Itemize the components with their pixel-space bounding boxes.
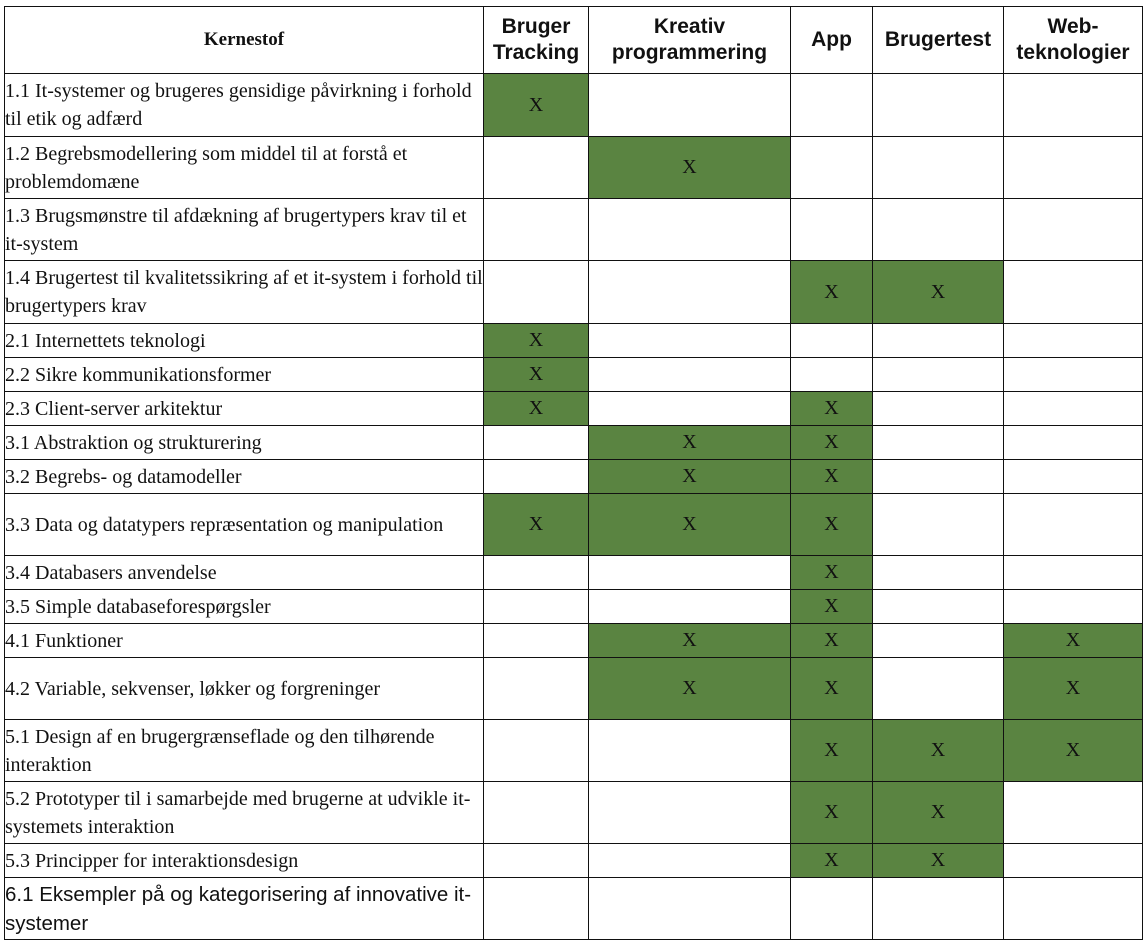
header-column bbox=[873, 7, 1004, 74]
topic-cell: 6.1 Eksempler på og kategorisering af innovative it-systemer bbox=[5, 878, 484, 940]
mark-cell-empty bbox=[484, 199, 589, 261]
topic-cell: 5.2 Prototyper til i samarbejde med brugerne at udvikle it-systemets interaktion bbox=[5, 782, 484, 844]
mark-cell-empty bbox=[1004, 137, 1143, 199]
mark-cell-checked bbox=[873, 261, 1004, 324]
mark-cell-checked bbox=[484, 358, 589, 392]
mark-cell-empty bbox=[873, 426, 1004, 460]
table-row bbox=[5, 199, 1143, 261]
mark-cell-empty bbox=[484, 590, 589, 624]
x-mark: X bbox=[824, 849, 839, 871]
x-mark: X bbox=[1065, 677, 1081, 699]
mark-cell-empty bbox=[589, 878, 791, 940]
mark-cell-empty bbox=[589, 392, 791, 426]
mark-cell-empty bbox=[1004, 324, 1143, 358]
mark-cell-empty bbox=[484, 720, 589, 782]
x-mark: X bbox=[824, 431, 839, 453]
header-column bbox=[589, 7, 791, 74]
topic-cell: 2.1 Internettets teknologi bbox=[5, 324, 484, 358]
mark-cell-empty bbox=[873, 624, 1004, 658]
topic-cell: 4.1 Funktioner bbox=[5, 624, 484, 658]
mark-cell-empty bbox=[873, 556, 1004, 590]
mark-cell-checked bbox=[791, 392, 873, 426]
table-row bbox=[5, 782, 1143, 844]
mark-cell-checked bbox=[1004, 624, 1143, 658]
topic-cell: 5.3 Principper for interaktionsdesign bbox=[5, 844, 484, 878]
header-line: Web- bbox=[1047, 15, 1099, 38]
mark-cell-empty bbox=[791, 324, 873, 358]
mark-cell-empty bbox=[791, 878, 873, 940]
mark-cell-checked bbox=[589, 658, 791, 720]
mark-cell-empty bbox=[484, 426, 589, 460]
mark-cell-empty bbox=[1004, 556, 1143, 590]
x-mark: X bbox=[930, 739, 946, 761]
header-line: App bbox=[811, 28, 852, 51]
mark-cell-empty bbox=[484, 624, 589, 658]
x-mark: X bbox=[824, 561, 839, 583]
mark-cell-empty bbox=[589, 782, 791, 844]
x-mark: X bbox=[528, 513, 544, 535]
mark-cell-empty bbox=[1004, 426, 1143, 460]
mark-cell-empty bbox=[589, 324, 791, 358]
x-mark: X bbox=[682, 629, 697, 651]
table-row bbox=[5, 878, 1143, 940]
mark-cell-empty bbox=[791, 137, 873, 199]
x-mark: X bbox=[682, 465, 697, 487]
topic-cell: 5.1 Design af en brugergrænseflade og den tilhørende interaktion bbox=[5, 720, 484, 782]
topic-cell: 2.2 Sikre kommunikationsformer bbox=[5, 358, 484, 392]
mark-cell-checked bbox=[791, 460, 873, 494]
x-mark: X bbox=[682, 513, 697, 535]
mark-cell-empty bbox=[589, 199, 791, 261]
mark-cell-checked bbox=[1004, 720, 1143, 782]
mark-cell-empty bbox=[484, 556, 589, 590]
mark-cell-empty bbox=[791, 358, 873, 392]
x-mark: X bbox=[824, 513, 839, 535]
mark-cell-empty bbox=[1004, 199, 1143, 261]
x-mark: X bbox=[930, 849, 946, 871]
mark-cell-checked bbox=[791, 590, 873, 624]
table-row bbox=[5, 137, 1143, 199]
table-row bbox=[5, 624, 1143, 658]
topic-cell: 1.3 Brugsmønstre til afdækning af brugertypers krav til et it-system bbox=[5, 199, 484, 261]
mark-cell-empty bbox=[873, 460, 1004, 494]
header-line: programmering bbox=[611, 41, 768, 64]
header-column bbox=[1004, 7, 1143, 74]
mark-cell-checked bbox=[791, 426, 873, 460]
mark-cell-checked bbox=[873, 844, 1004, 878]
x-mark: X bbox=[682, 677, 697, 699]
mark-cell-checked bbox=[873, 782, 1004, 844]
mark-cell-empty bbox=[873, 74, 1004, 137]
mark-cell-empty bbox=[484, 261, 589, 324]
table-body bbox=[5, 74, 1143, 940]
table-row bbox=[5, 494, 1143, 556]
mark-cell-checked bbox=[589, 460, 791, 494]
table-row bbox=[5, 658, 1143, 720]
mark-cell-empty bbox=[1004, 494, 1143, 556]
mark-cell-empty bbox=[1004, 460, 1143, 494]
table-row bbox=[5, 556, 1143, 590]
mark-cell-empty bbox=[484, 658, 589, 720]
mark-cell-checked bbox=[1004, 658, 1143, 720]
x-mark: X bbox=[824, 629, 839, 651]
mark-cell-empty bbox=[1004, 358, 1143, 392]
mark-cell-checked bbox=[484, 494, 589, 556]
mark-cell-empty bbox=[1004, 261, 1143, 324]
x-mark: X bbox=[930, 280, 946, 303]
x-mark: X bbox=[682, 431, 697, 453]
mark-cell-empty bbox=[484, 782, 589, 844]
mark-cell-empty bbox=[589, 74, 791, 137]
mark-cell-empty bbox=[484, 844, 589, 878]
mark-cell-empty bbox=[1004, 782, 1143, 844]
table-row bbox=[5, 358, 1143, 392]
topic-cell: 3.5 Simple databaseforespørgsler bbox=[5, 590, 484, 624]
x-mark: X bbox=[1065, 739, 1081, 761]
topic-cell: 1.2 Begrebsmodellering som middel til at forstå et problemdomæne bbox=[5, 137, 484, 199]
mark-cell-checked bbox=[791, 494, 873, 556]
topic-cell: 2.3 Client-server arkitektur bbox=[5, 392, 484, 426]
header-kernestof: Kernestof bbox=[5, 7, 484, 74]
header-line: Bruger bbox=[501, 15, 571, 38]
table-row bbox=[5, 74, 1143, 137]
header-line: Kreativ bbox=[653, 15, 726, 38]
x-mark: X bbox=[528, 397, 544, 419]
x-mark: X bbox=[930, 801, 946, 823]
mark-cell-empty bbox=[873, 199, 1004, 261]
topic-cell: 1.4 Brugertest til kvalitetssikring af et it-system i forhold til brugertypers krav bbox=[5, 261, 484, 324]
x-mark: X bbox=[824, 801, 839, 823]
mark-cell-checked bbox=[873, 720, 1004, 782]
table-row bbox=[5, 261, 1143, 324]
x-mark: X bbox=[824, 677, 839, 699]
mark-cell-checked bbox=[791, 782, 873, 844]
mark-cell-checked bbox=[791, 658, 873, 720]
mark-cell-empty bbox=[873, 392, 1004, 426]
mark-cell-empty bbox=[589, 720, 791, 782]
table-row bbox=[5, 844, 1143, 878]
x-mark: X bbox=[824, 739, 839, 761]
mark-cell-empty bbox=[1004, 878, 1143, 940]
mark-cell-empty bbox=[589, 358, 791, 392]
mark-cell-empty bbox=[1004, 392, 1143, 426]
mark-cell-empty bbox=[1004, 590, 1143, 624]
header-line: Brugertest bbox=[884, 28, 992, 51]
x-mark: X bbox=[824, 280, 839, 303]
table-row bbox=[5, 590, 1143, 624]
mark-cell-empty bbox=[873, 658, 1004, 720]
mark-cell-empty bbox=[873, 137, 1004, 199]
mark-cell-empty bbox=[791, 74, 873, 137]
header-row bbox=[5, 7, 1143, 74]
mark-cell-checked bbox=[484, 324, 589, 358]
mark-cell-empty bbox=[589, 590, 791, 624]
topic-cell: 4.2 Variable, sekvenser, løkker og forgreninger bbox=[5, 658, 484, 720]
mark-cell-empty bbox=[589, 261, 791, 324]
mark-cell-empty bbox=[873, 358, 1004, 392]
x-mark: X bbox=[528, 93, 544, 116]
mark-cell-checked bbox=[791, 720, 873, 782]
mark-cell-checked bbox=[589, 624, 791, 658]
x-mark: X bbox=[1065, 629, 1081, 651]
x-mark: X bbox=[528, 329, 544, 351]
mark-cell-empty bbox=[791, 199, 873, 261]
header-line: teknologier bbox=[1016, 41, 1130, 64]
mark-cell-checked bbox=[589, 426, 791, 460]
mark-cell-checked bbox=[484, 392, 589, 426]
topic-cell: 3.1 Abstraktion og strukturering bbox=[5, 426, 484, 460]
mark-cell-checked bbox=[589, 137, 791, 199]
x-mark: X bbox=[528, 363, 544, 385]
mark-cell-checked bbox=[589, 494, 791, 556]
kernestof-table bbox=[4, 6, 1143, 940]
mark-cell-empty bbox=[873, 494, 1004, 556]
mark-cell-checked bbox=[791, 624, 873, 658]
mark-cell-empty bbox=[873, 324, 1004, 358]
mark-cell-empty bbox=[589, 844, 791, 878]
mark-cell-empty bbox=[1004, 74, 1143, 137]
mark-cell-checked bbox=[791, 261, 873, 324]
topic-cell: 3.4 Databasers anvendelse bbox=[5, 556, 484, 590]
x-mark: X bbox=[824, 595, 839, 617]
mark-cell-checked bbox=[484, 74, 589, 137]
mark-cell-empty bbox=[484, 460, 589, 494]
mark-cell-empty bbox=[1004, 844, 1143, 878]
mark-cell-empty bbox=[873, 590, 1004, 624]
table-row bbox=[5, 426, 1143, 460]
table-row bbox=[5, 392, 1143, 426]
header-column bbox=[484, 7, 589, 74]
mark-cell-empty bbox=[589, 556, 791, 590]
mark-cell-checked bbox=[791, 844, 873, 878]
mark-cell-empty bbox=[873, 878, 1004, 940]
x-mark: X bbox=[682, 156, 697, 178]
x-mark: X bbox=[824, 397, 839, 419]
topic-cell: 1.1 It-systemer og brugeres gensidige påvirkning i forhold til etik og adfærd bbox=[5, 74, 484, 137]
x-mark: X bbox=[824, 465, 839, 487]
header-column bbox=[791, 7, 873, 74]
table-row bbox=[5, 460, 1143, 494]
topic-cell: 3.2 Begrebs- og datamodeller bbox=[5, 460, 484, 494]
mark-cell-empty bbox=[484, 878, 589, 940]
mark-cell-checked bbox=[791, 556, 873, 590]
topic-cell: 3.3 Data og datatypers repræsentation og manipulation bbox=[5, 494, 484, 556]
mark-cell-empty bbox=[484, 137, 589, 199]
table-row bbox=[5, 720, 1143, 782]
table-row bbox=[5, 324, 1143, 358]
header-line: Tracking bbox=[492, 41, 580, 64]
